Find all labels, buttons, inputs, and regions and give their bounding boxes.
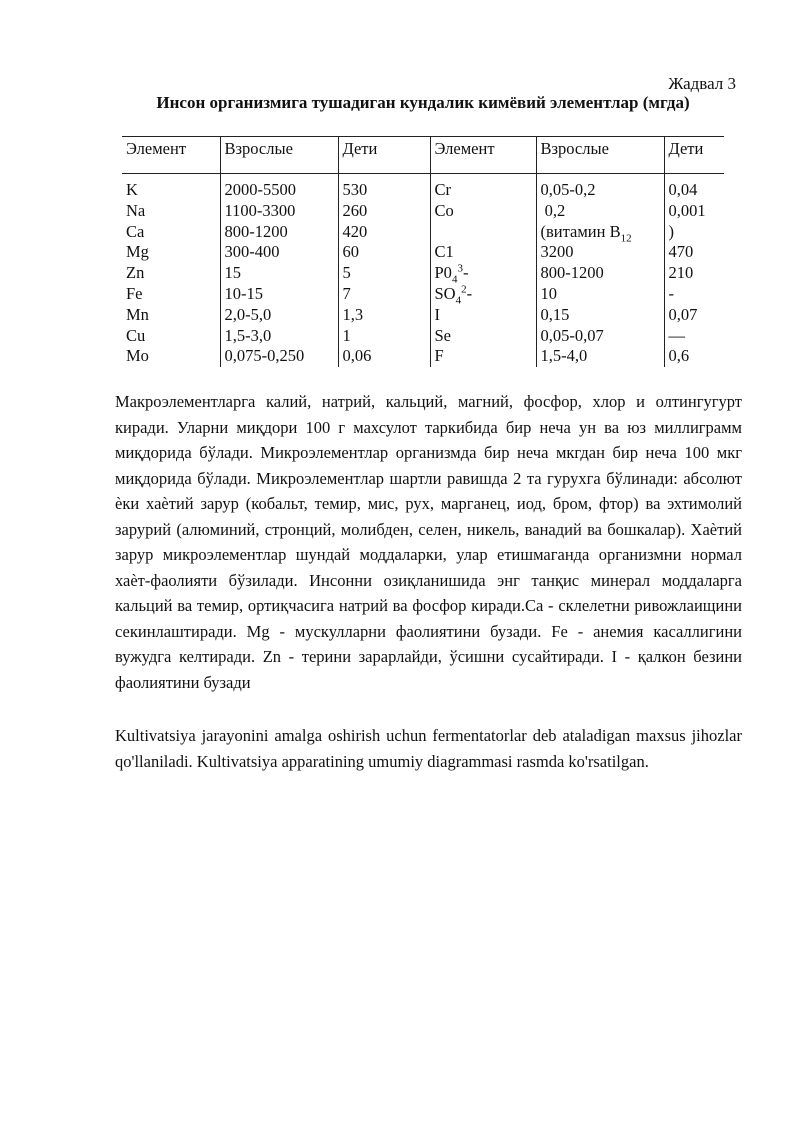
table-row (122, 305, 724, 326)
table-cell: F (430, 346, 536, 367)
vitamin-subscript: 12 (620, 231, 632, 244)
table-cell: 10 (536, 284, 664, 305)
table-cell: Cr (430, 174, 536, 201)
paragraph-text: Kultivatsiya jarayonini amalga oshirish uchun fermentatorlar deb ataladigan maxsus jihozlar qo'llaniladi. Kultivatsiya apparatining umumiy diagrammasi rasmda ko'rsatilgan. (115, 726, 742, 771)
table-cell: I (430, 305, 536, 326)
table-cell: — (664, 326, 724, 347)
body-paragraph-macroelements (115, 389, 742, 695)
header-adults-2: Взрослые (536, 137, 664, 174)
table-row (122, 201, 724, 222)
table-cell: ) (664, 222, 724, 243)
table-cell: Zn (126, 263, 145, 283)
table-cell: 210 (664, 263, 724, 284)
table-cell (430, 284, 536, 305)
table-cell: 60 (338, 242, 430, 263)
table-row (122, 326, 724, 347)
table-row (122, 174, 724, 201)
table-cell: 0,001 (664, 201, 724, 222)
table-cell: Ca (126, 221, 145, 241)
table-cell (536, 222, 664, 243)
table-cell: 0,6 (664, 346, 724, 367)
table-cell: 10-15 (220, 284, 338, 305)
table-cell: 15 (220, 263, 338, 284)
table-cell: Na (126, 200, 146, 220)
table-cell: Co (430, 201, 536, 222)
table-cell (430, 222, 536, 243)
table-cell: 3200 (536, 242, 664, 263)
table-header-row (122, 137, 724, 174)
sulfate-subscript: 4 (455, 294, 462, 307)
table-cell: 1,5-3,0 (220, 326, 338, 347)
table-cell: 0,04 (664, 174, 724, 201)
table-row (122, 346, 724, 367)
table-cell (430, 263, 536, 284)
table-cell: C1 (430, 242, 536, 263)
table-cell: Cu (126, 325, 146, 345)
table-cell: 0,06 (338, 346, 430, 367)
table-cell: 5 (338, 263, 430, 284)
phosphate-sign: - (462, 263, 469, 283)
header-element-2: Элемент (430, 137, 536, 174)
table-row (122, 263, 724, 284)
table-cell: 800-1200 (536, 263, 664, 284)
table-title: Инсон организмига тушадиган кундалик кимёвий элементлар (мгда) (156, 93, 690, 112)
table-cell: 0,05-0,2 (536, 174, 664, 201)
table-cell: - (664, 284, 724, 305)
header-children-2: Дети (664, 137, 724, 174)
table-cell: 0,2 (536, 201, 664, 222)
table-cell: 0,07 (664, 305, 724, 326)
table-cell: Se (430, 326, 536, 347)
phosphate-subscript: 4 (451, 273, 458, 286)
sulfate-charge: 2 (461, 283, 467, 296)
table-cell: 260 (338, 201, 430, 222)
daily-elements-table (122, 136, 724, 367)
table-cell: 2000-5500 (220, 174, 338, 201)
body-paragraph-cultivation (115, 723, 742, 774)
table-number: Жадвал 3 (668, 74, 736, 93)
table-cell: 0,075-0,250 (220, 346, 338, 367)
table-cell: 1,5-4,0 (536, 346, 664, 367)
table-cell: Fe (126, 283, 143, 303)
table-cell: Mo (126, 346, 149, 366)
table-row (122, 284, 724, 305)
sulfate-formula: SO (434, 283, 456, 303)
header-adults: Взрослые (220, 137, 338, 174)
phosphate-charge: 3 (457, 262, 463, 275)
table-cell: 1100-3300 (220, 201, 338, 222)
sulfate-sign: - (466, 283, 473, 303)
table-row (122, 242, 724, 263)
table-cell: Mn (126, 304, 149, 324)
table-cell: 1 (338, 326, 430, 347)
table-cell: 420 (338, 222, 430, 243)
table-cell: 800-1200 (220, 222, 338, 243)
table-cell: 470 (664, 242, 724, 263)
table-cell: 530 (338, 174, 430, 201)
table-cell: K (126, 180, 138, 199)
table-cell: 1,3 (338, 305, 430, 326)
table-cell: 300-400 (220, 242, 338, 263)
phosphate-formula: P0 (434, 263, 452, 283)
header-element: Элемент (126, 139, 187, 158)
vitamin-note: (витамин B (540, 221, 621, 241)
table-cell: 7 (338, 284, 430, 305)
header-children: Дети (338, 137, 430, 174)
table-cell: Mg (126, 242, 149, 262)
table-cell: 0,15 (536, 305, 664, 326)
table-cell: 0,05-0,07 (536, 326, 664, 347)
table-cell: 2,0-5,0 (220, 305, 338, 326)
paragraph-text: Макроэлементларга калий, натрий, кальций, магний, фосфор, хлор и олтингугурт киради. Уларни миқдори 100 г махсулот таркибида бир неча ун ва юз миллиграмм миқдорида бўлади. Микроэлементлар организмда бир неча мкгдан бир неча 100 мкг миқдорида бўлади. Микроэлементлар шартли равишда 2 та гурухга бўлинади: абсолют ѐки хаѐтий зарур (кобальт, темир, мис, рух, марганец, иод, бром, фтор) ва эхтимолий зарурий (алюминий, стронций, молибден, селен, никель, ванадий ва бошкалар). Хаѐтий зарур микроэлементлар шундай моддаларки, улар етишмаганда организмни нормал хаѐт-фаолияти бўзилади. Инсонни озиқланишида энг танқис минерал моддаларга кальций ва темир, ортиқчасига натрий ва фосфор киради.Са - склелетни ривожлаищини секинлаштиради. Mg - мускулларни фаолиятини бузади. Fe - анемия касаллигини вужудга келтиради. Zn - терини зарарлайди, ўсишни сусайтиради. I - қалкон безини фаолиятини бузади (115, 392, 742, 692)
table-row (122, 222, 724, 243)
